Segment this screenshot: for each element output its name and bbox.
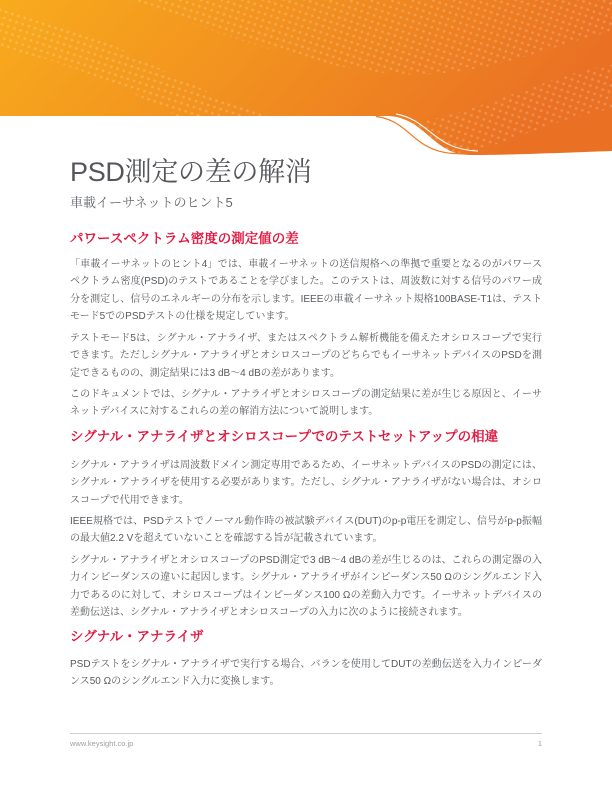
page-title: PSD測定の差の解消 <box>70 157 312 187</box>
header-banner <box>0 0 612 170</box>
paragraph: テストモード5は、シグナル・アナライザ、またはスペクトラム解析機能を備えたオシロスコープで実行できます。ただしシグナル・アナライザとオシロスコープのどちらでもイーサネットデバイスのPSDを測定できるものの、測定結果には3 dB〜4 dBの差があります。 <box>70 333 542 379</box>
paragraph: シグナル・アナライザは周波数ドメイン測定専用であるため、イーサネットデバイスのPSDの測定には、シグナル・アナライザを使用する必要があります。ただし、シグナル・アナライザがない場合は、オシロスコープで代用できます。 <box>70 460 542 506</box>
section-heading-signal-analyzer: シグナル・アナライザ <box>70 629 204 644</box>
paragraph: シグナル・アナライザとオシロスコープのPSD測定で3 dB〜4 dBの差が生じるのは、これらの測定器の入力インピーダンスの違いに起因します。シグナル・アナライザがインピーダンス50 Ωのシングルエンド入力であるのに対して、オシロスコープはインピーダンス100 Ωの差動入力です。イーサネットデバイスの差動伝送は、シグナル・アナライザとオシロスコープの入力に次のように接続されます。 <box>70 555 542 619</box>
footer-page-number: 1 <box>537 739 542 748</box>
section-heading-test-setup-difference: シグナル・アナライザとオシロスコープでのテストセットアップの相違 <box>70 429 499 444</box>
paragraph: 「車載イーサネットのヒント4」では、車載イーサネットの送信規格への準拠で重要となるのがパワースペクトラム密度(PSD)のテストであることを学びました。このテストは、周波数に対する信号のパワー成分を測定し、信号のエネルギーの分布を示します。IEEEの車載イーサネット規格100BASE-T1は、テストモード5でのPSDテストの仕様を規定しています。 <box>70 259 542 323</box>
paragraph: PSDテストをシグナル・アナライザで実行する場合、バランを使用してDUTの差動伝送を入力インピーダンス50 Ωのシングルエンド入力に変換します。 <box>70 659 542 688</box>
page-subtitle: 車載イーサネットのヒント5 <box>70 195 233 210</box>
paragraph: このドキュメントでは、シグナル・アナライザとオシロスコープの測定結果に差が生じる原因と、イーサネットデバイスに対するこれらの差の解消方法について説明します。 <box>70 389 542 418</box>
paragraph: IEEE規格では、PSDテストでノーマル動作時の被試験デバイス(DUT)のp-p電圧を測定し、信号がp-p振幅の最大値2.2 Vを超えていないことを確認する旨が記載されています。 <box>70 516 542 545</box>
footer-divider <box>70 733 542 734</box>
section-heading-psd-measurement-difference: パワースペクトラム密度の測定値の差 <box>70 231 299 246</box>
header-wave-graphic <box>0 0 612 170</box>
footer-url-link[interactable]: www.keysight.co.jp <box>70 739 134 748</box>
